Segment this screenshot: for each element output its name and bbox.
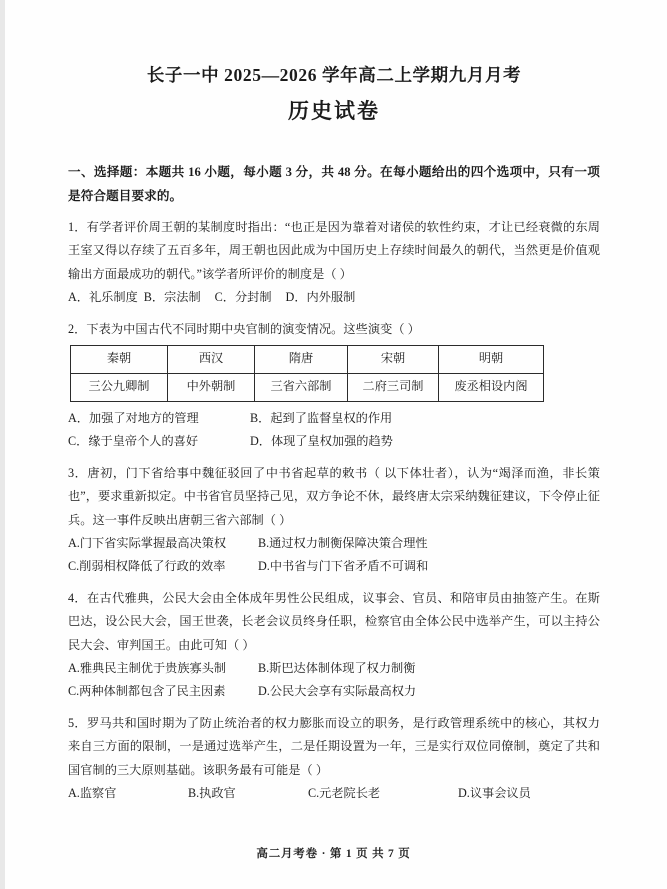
question-2-options [68,407,600,454]
question-3-option-d[interactable]: D.中书省与门下省矛盾不可调和 [258,559,429,574]
option-row [68,782,600,805]
question-2-table-wrapper [70,345,600,402]
table-row-header [71,346,544,374]
table-cell-dynasty-suitang: 隋唐 [255,346,348,374]
question-1-option-c[interactable]: C．分封制 [214,290,272,305]
table-cell-system-xihan: 中外朝制 [168,373,255,401]
exam-title: 长子一中 2025—2026 学年高二上学期九月月考 [146,65,522,85]
page-footer: 高二月考卷 · 第 1 页 共 7 页 [256,848,411,860]
table-cell-system-qin: 三公九卿制 [71,373,168,401]
question-3-options [68,532,600,579]
section-heading-multiple-choice: 一、选择题：本题共 16 小题，每小题 3 分，共 48 分。在每小题给出的四个选项中，只有一项是符合题目要求的。 [68,164,600,203]
question-3-stem: 3．唐初，门下省给事中魏征驳回了中书省起草的敕书（ 以下体壮者），认为“竭泽而渔，非长策也”，要求重新拟定。中书省官员坚持己见，双方争论不休，最终唐太宗采纳魏征建议，下令停止征兵。这一事件反映出唐朝三省六部制（ ） [68,465,600,527]
question-5-option-b[interactable]: B.执政官 [188,786,236,801]
paper-title: 历史试卷 [288,99,380,124]
option-row [68,657,600,680]
page-content [68,0,600,806]
table-row [71,373,544,401]
central-官制-evolution-table [70,345,544,402]
table-cell-system-suitang: 三省六部制 [255,373,348,401]
table-cell-dynasty-song: 宋朝 [348,346,439,374]
question-2-option-a[interactable]: A．加强了对地方的管理 [68,410,199,425]
question-5 [68,712,600,806]
question-4-option-c[interactable]: C.两种体制都包含了民主因素 [68,684,226,699]
question-5-options [68,782,600,805]
question-2-option-b[interactable]: B．起到了监督皇权的作用 [250,410,393,425]
option-row [68,532,600,555]
table-cell-system-ming: 废丞相设内阁 [439,373,544,401]
question-5-option-d[interactable]: D.议事会议员 [458,786,531,801]
option-row [68,555,600,578]
question-1-stem: 1．有学者评价周王朝的某制度时指出：“也正是因为靠着对诸侯的软性约束，才让已经衰微的东周王室又得以存续了五百多年，周王朝也因此成为中国历史上存续时间最久的朝代，当然更是价值观输出方面最成功的朝代。”该学者所评价的制度是（ ） [68,219,600,281]
question-3-option-b[interactable]: B.通过权力制衡保障决策合理性 [258,535,428,550]
page-edge-strip [0,0,5,889]
question-2-stem: 2．下表为中国古代不同时期中央官制的演变情况。这些演变（ ） [68,321,420,336]
option-row [68,430,600,453]
question-5-stem: 5．罗马共和国时期为了防止统治者的权力膨胀而设立的职务，是行政管理系统中的核心，其权力来自三方面的限制，一是通过选举产生，二是任期设置为一年，三是实行双位同僚制，奠定了共和国官制的三大原则基础。该职务最有可能是（ ） [68,715,600,777]
option-row [68,286,600,309]
question-4-option-b[interactable]: B.斯巴达体制体现了权力制衡 [258,661,416,676]
question-1-option-b[interactable]: B．宗法制 [143,290,201,305]
question-5-option-c[interactable]: C.元老院长老 [308,786,381,801]
question-4-option-a[interactable]: A.雅典民主制优于贵族寡头制 [68,661,227,676]
question-4-stem: 4．在古代雅典，公民大会由全体成年男性公民组成，议事会、官员、和陪审员由抽签产生。在斯巴达，设公民大会，国王世袭，长老会议员终身任职，检察官由全体公民中选举产生，可以主持公民大会、审判国王。由此可知（ ） [68,590,600,652]
question-3 [68,462,600,579]
question-2 [68,318,600,454]
question-3-option-c[interactable]: C.削弱相权降低了行政的效率 [68,559,226,574]
question-4-option-d[interactable]: D.公民大会享有实际最高权力 [258,684,417,699]
question-2-option-d[interactable]: D．体现了皇权加强的趋势 [250,434,393,449]
question-5-option-a[interactable]: A.监察官 [68,786,117,801]
table-cell-dynasty-qin: 秦朝 [71,346,168,374]
table-cell-system-song: 二府三司制 [348,373,439,401]
option-row [68,680,600,703]
question-1-option-d[interactable]: D．内外服制 [285,290,356,305]
table-cell-dynasty-xihan: 西汉 [168,346,255,374]
table-cell-dynasty-ming: 明朝 [439,346,544,374]
question-1-options [68,286,600,309]
question-4-options [68,657,600,704]
question-4 [68,587,600,704]
question-1-option-a[interactable]: A．礼乐制度 [68,290,138,305]
question-3-option-a[interactable]: A.门下省实际掌握最高决策权 [68,535,227,550]
question-1 [68,216,600,310]
question-2-option-c[interactable]: C．缘于皇帝个人的喜好 [68,434,199,449]
document-header [68,0,600,127]
option-row [68,407,600,430]
